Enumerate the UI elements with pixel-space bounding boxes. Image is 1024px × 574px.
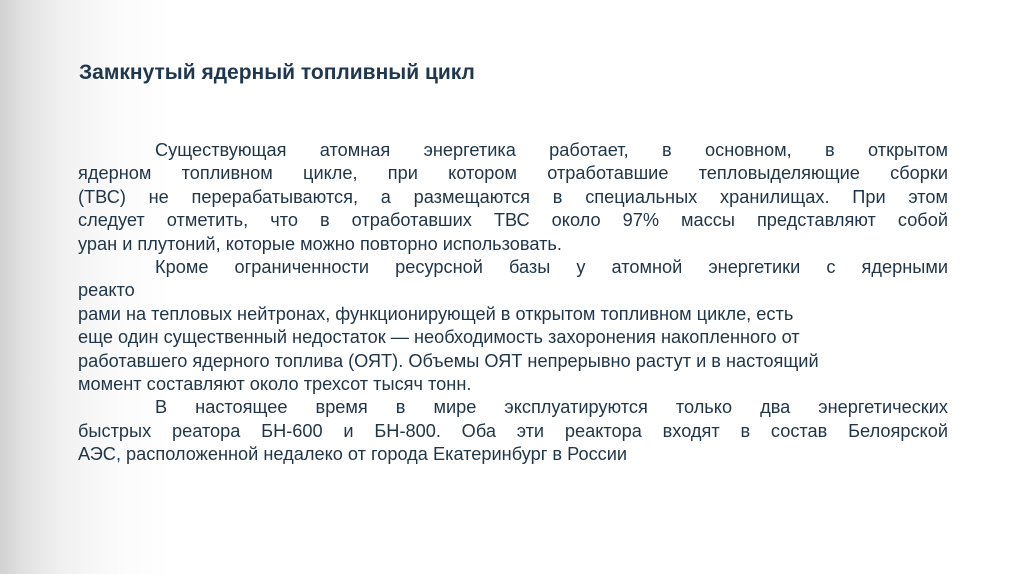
body-line: реакто: [78, 280, 135, 301]
body-line: рами на тепловых нейтронах, функционирующей в открытом топливном цикле, есть: [78, 303, 794, 324]
body-line: Существующая атомная энергетика работает, в основном, в открытом: [155, 140, 948, 160]
body-line: ядерном топливном цикле, при котором отработавшие тепловыделяющие сборки: [78, 163, 948, 184]
body-line: В настоящее время в мире эксплуатируются только два энергетических: [155, 397, 948, 418]
slide-title: Замкнутый ядерный топливный цикл: [79, 61, 475, 84]
body-line: еще один существенный недостаток — необходимость захоронения накопленного от: [78, 327, 800, 348]
body-line: момент составляют около трехсот тысяч тонн.: [78, 373, 472, 394]
body-line: уран и плутоний, которые можно повторно использовать.: [78, 233, 562, 254]
body-line: следует отметить, что в отработавших ТВС около 97% массы представляют собой: [78, 210, 948, 231]
slide-body: [78, 139, 948, 466]
body-line: работавшего ядерного топлива (ОЯТ). Объемы ОЯТ непрерывно растут и в настоящий: [78, 350, 819, 371]
body-line: (ТВС) не перерабатываются, а размещаются в специальных хранилищах. При этом: [78, 186, 948, 207]
body-line: Кроме ограниченности ресурсной базы у атомной энергетики с ядерными: [155, 256, 948, 277]
body-line: АЭС, расположенной недалеко от города Екатеринбург в России: [78, 444, 628, 465]
body-line: быстрых реатора БН-600 и БН-800. Оба эти реактора входят в состав Белоярской: [78, 420, 948, 441]
